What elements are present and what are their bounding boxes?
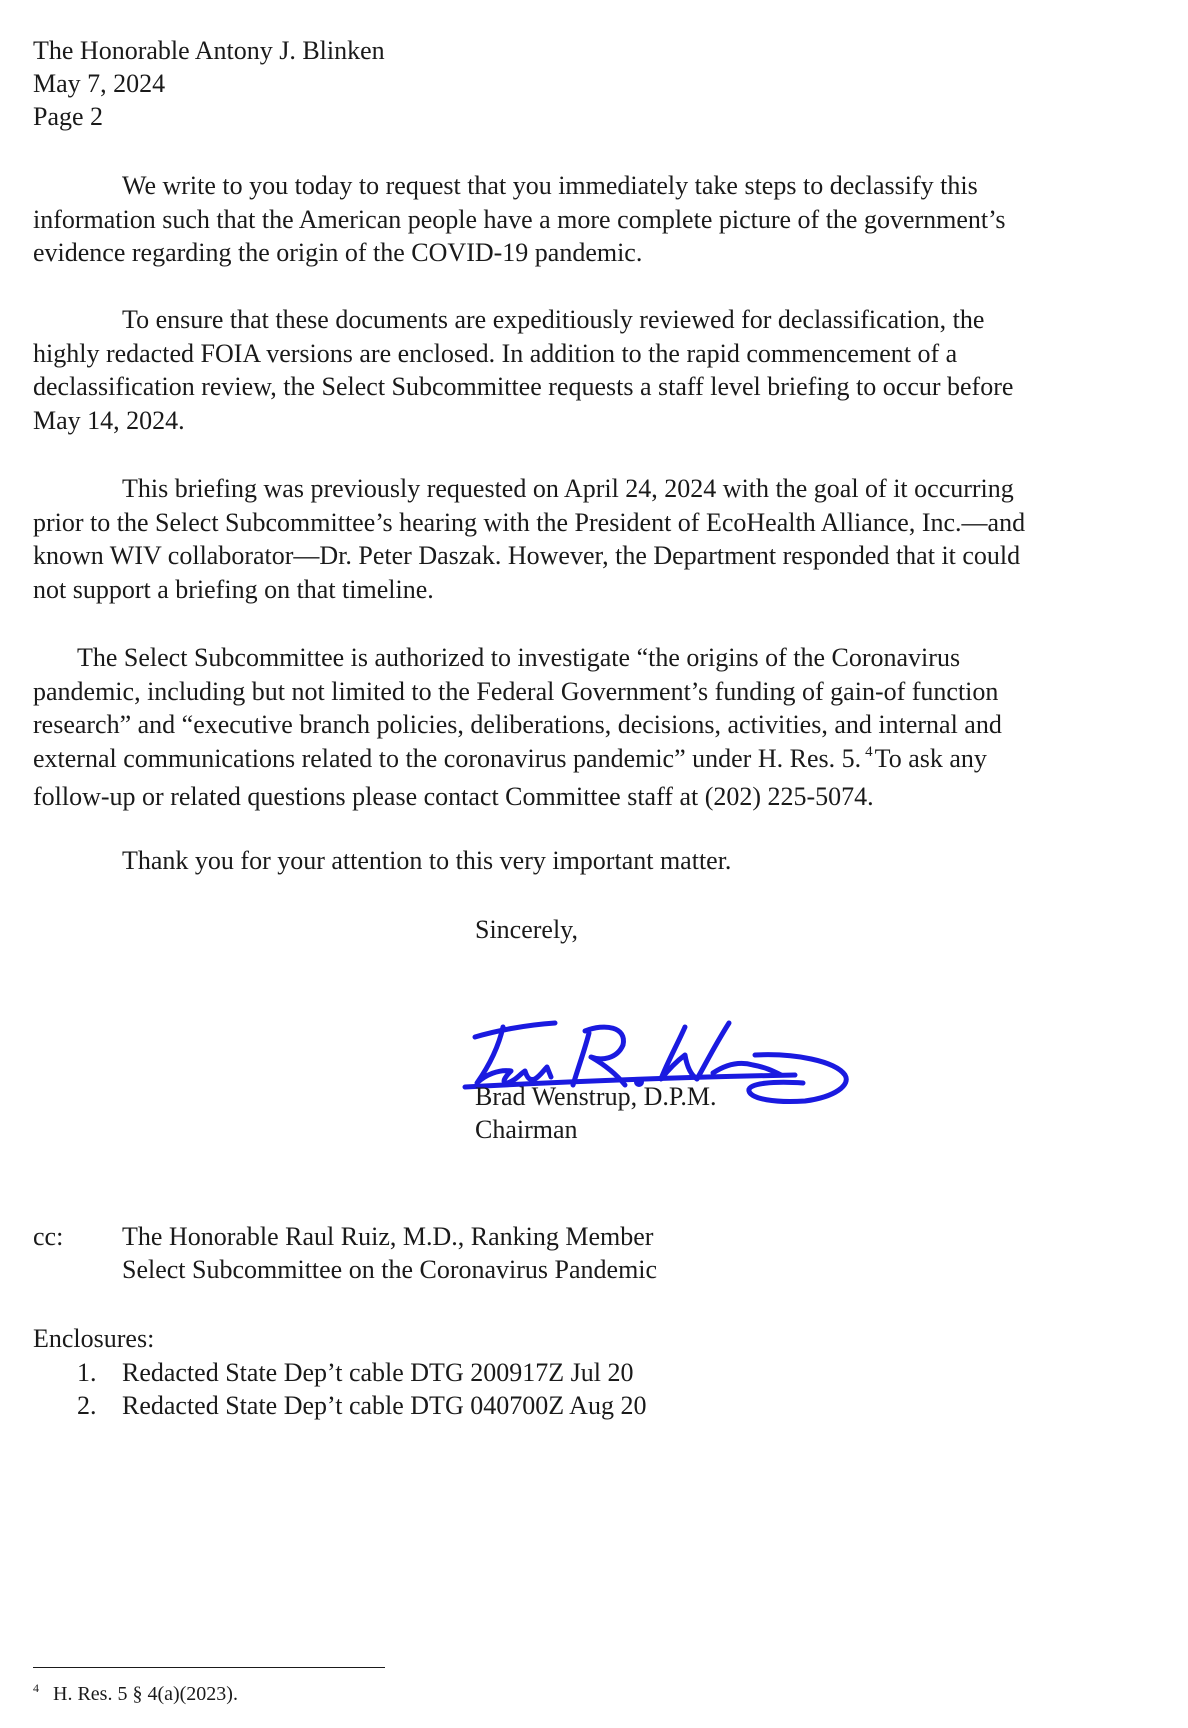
paragraph-1	[33, 169, 1161, 270]
paragraph-line: This briefing was previously requested on April 24, 2024 with the goal of it occurring	[122, 474, 1014, 503]
paragraph-5	[33, 844, 1161, 878]
paragraph-line: To ensure that these documents are expeditiously reviewed for declassification, the	[122, 305, 985, 334]
letter-header	[33, 34, 385, 133]
enclosure-item	[33, 1356, 634, 1390]
page-number: Page 2	[33, 102, 104, 131]
paragraph-line: highly redacted FOIA versions are enclosed. In addition to the rapid commencement of a	[33, 338, 958, 368]
footnote-mark: 4	[33, 1681, 39, 1695]
paragraph-line: information such that the American people have a more complete picture of the government’s	[33, 204, 1006, 234]
enclosure-number: 1.	[77, 1357, 97, 1387]
enclosure-number: 2.	[77, 1391, 97, 1420]
paragraph-line: prior to the Select Subcommittee’s hearing with the President of EcoHealth Alliance, Inc.—and	[33, 507, 1026, 537]
paragraph-text: external communications related to the coronavirus pandemic” under H. Res. 5.	[33, 743, 862, 773]
enclosure-item	[33, 1389, 647, 1423]
enclosures-heading: Enclosures:	[33, 1324, 155, 1353]
signatory-name: Brad Wenstrup, D.P.M.	[475, 1082, 717, 1111]
date-line: May 7, 2024	[33, 69, 166, 98]
paragraph-line: We write to you today to request that you immediately take steps to declassify this	[122, 171, 978, 200]
enclosures-block	[33, 1322, 647, 1423]
paragraph-2	[33, 303, 1161, 437]
paragraph-line: known WIV collaborator—Dr. Peter Daszak. However, the Department responded that it could	[33, 541, 1021, 570]
footnote	[33, 1682, 238, 1708]
footnote-reference: 4	[865, 743, 873, 760]
footnote-divider	[33, 1667, 385, 1668]
footnote-text: H. Res. 5 § 4(a)(2023).	[53, 1683, 238, 1705]
paragraph-line: The Select Subcommittee is authorized to investigate “the origins of the Coronavirus	[77, 643, 961, 672]
paragraph-4	[33, 641, 1161, 814]
paragraph-line: May 14, 2024.	[33, 405, 185, 435]
enclosure-text: Redacted State Dep’t cable DTG 200917Z Jul 20	[122, 1357, 634, 1387]
paragraph-line	[33, 742, 1161, 781]
cc-line: Select Subcommittee on the Coronavirus Pandemic	[122, 1255, 658, 1284]
paragraph-line: pandemic, including but not limited to the Federal Government’s funding of gain-of function	[33, 676, 999, 706]
recipient-line: The Honorable Antony J. Blinken	[33, 36, 385, 65]
paragraph-line: not support a briefing on that timeline.	[33, 574, 434, 604]
paragraph-line: Thank you for your attention to this very important matter.	[122, 846, 732, 875]
paragraph-3	[33, 472, 1161, 606]
cc-line: The Honorable Raul Ruiz, M.D., Ranking Member	[122, 1222, 654, 1251]
cc-recipients	[122, 1220, 657, 1286]
paragraph-line: research” and “executive branch policies, deliberations, decisions, activities, and internal and	[33, 710, 1002, 739]
valediction: Sincerely,	[475, 915, 578, 944]
paragraph-line: declassification review, the Select Subcommittee requests a staff level briefing to occur before	[33, 372, 1014, 401]
cc-label: cc:	[33, 1222, 64, 1251]
paragraph-text: To ask any	[874, 743, 987, 773]
enclosure-text: Redacted State Dep’t cable DTG 040700Z Aug 20	[122, 1391, 647, 1420]
paragraph-line: follow-up or related questions please contact Committee staff at (202) 225-5074.	[33, 782, 874, 811]
signatory-title: Chairman	[475, 1115, 578, 1144]
paragraph-line: evidence regarding the origin of the COVID-19 pandemic.	[33, 238, 643, 267]
